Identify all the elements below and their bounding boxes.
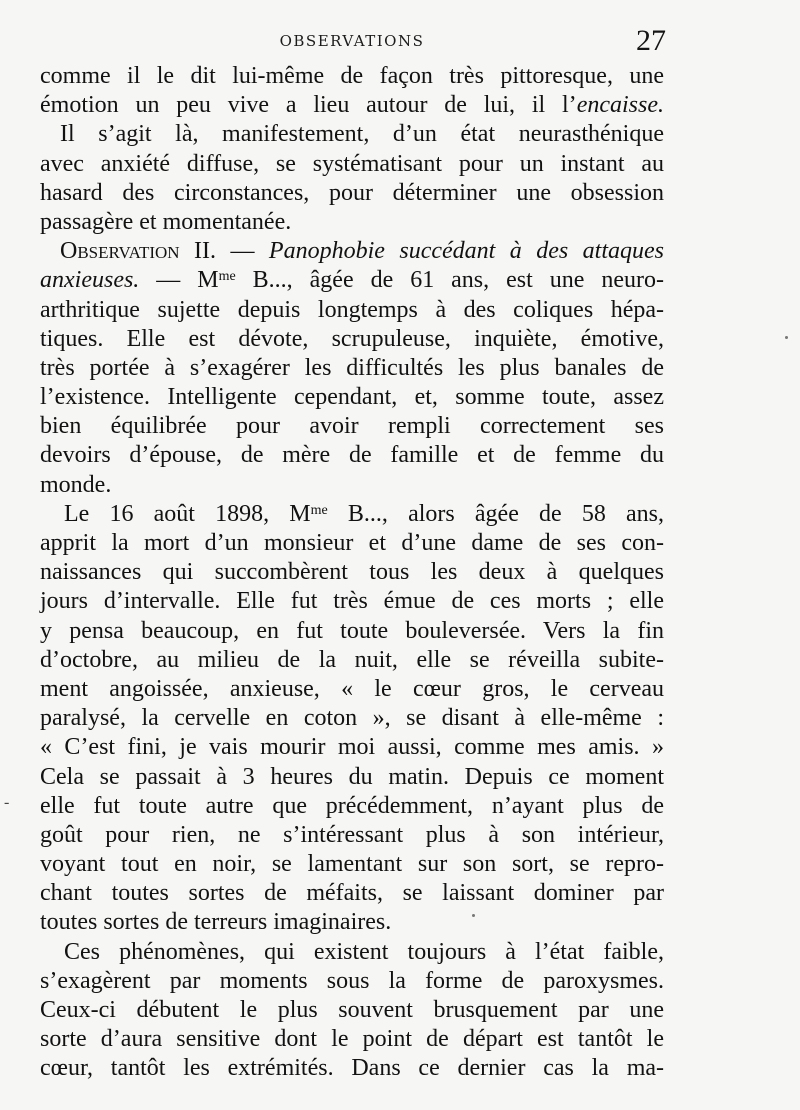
text-line: goût pour rien, ne s’intéressant plus à son intérieur, <box>40 821 664 848</box>
page-number: 27 <box>636 24 666 57</box>
text-line: émotion un peu vive a lieu autour de lui, il l’encaisse. <box>40 92 664 119</box>
page-header <box>40 22 664 58</box>
text-line: d’octobre, au milieu de la nuit, elle se réveilla subite- <box>40 646 664 673</box>
text-line: paralysé, la cervelle en coton », se disant à elle-même : <box>40 705 664 732</box>
text-line: toutes sortes de terreurs imaginaires. <box>40 909 392 936</box>
observation-label: Observation <box>60 238 180 265</box>
text-line: y pensa beaucoup, en fut toute bouleversée. Vers la fin <box>40 617 664 644</box>
body-text <box>40 62 664 1084</box>
text-line: bien équilibrée pour avoir rempli correctement ses <box>40 413 664 440</box>
paragraph-first-line: Il s’agit là, manifestement, d’un état neurasthénique <box>60 121 664 148</box>
text-line: s’exagèrent par moments sous la forme de paroxysmes. <box>40 967 664 994</box>
text-line: voyant tout en noir, se lamentant sur son sort, se repro- <box>40 851 664 878</box>
paper-speck <box>785 336 788 339</box>
text-line: avec anxiété diffuse, se systématisant pour un instant au <box>40 150 664 177</box>
text-line: devoirs d’épouse, de mère de famille et de femme du <box>40 442 664 469</box>
text-line: passagère et momentanée. <box>40 208 292 235</box>
paragraph-first-line: Ces phénomènes, qui existent toujours à l’état faible, <box>64 938 664 965</box>
text-line: hasard des circonstances, pour déterminer une obsession <box>40 179 664 206</box>
text-line: « C’est fini, je vais mourir moi aussi, comme mes amis. » <box>40 734 664 761</box>
text-line: apprit la mort d’un monsieur et d’une dame de ses con- <box>40 530 664 556</box>
observation-title-cont: anxieuses. <box>40 267 140 294</box>
text-line: très portée à s’exagérer les difficultés les plus banales de <box>40 354 664 381</box>
emphasis: encaisse. <box>576 92 664 119</box>
observation-heading-line: Observation II. — Panophobie succédant à des attaques <box>60 238 664 265</box>
text-line: jours d’intervalle. Elle fut très émue de ces morts ; elle <box>40 588 664 615</box>
text-line: chant toutes sortes de méfaits, se laissant dominer par <box>40 880 664 907</box>
text-line: sorte d’aura sensitive dont le point de départ est tantôt le <box>40 1026 664 1053</box>
text-line: elle fut toute autre que précédemment, n’ayant plus de <box>40 792 664 819</box>
text-line: anxieuses. — $M^{me}$ B..., âgée de 61 ans, est une neuro- <box>40 267 664 294</box>
text-line: arthritique sujette depuis longtemps à des coliques hépa- <box>40 296 664 323</box>
text-line: cœur, tantôt les extrémités. Dans ce dernier cas la ma- <box>40 1055 664 1082</box>
margin-mark: - <box>4 794 10 811</box>
observation-title: Panophobie succédant à des attaques <box>268 238 664 265</box>
paragraph-first-line: Le 16 août 1898, $M^{me}$ B..., alors âgée de 58 ans, <box>64 500 664 527</box>
text-line: l’existence. Intelligente cependant, et, somme toute, assez <box>40 384 664 411</box>
running-head: OBSERVATIONS <box>279 32 425 50</box>
text-line: comme il le dit lui-même de façon très pittoresque, une <box>40 63 664 89</box>
paper-speck <box>472 914 475 917</box>
text-line: Ceux-ci débutent le plus souvent brusquement par une <box>40 997 664 1023</box>
text-line: tiques. Elle est dévote, scrupuleuse, inquiète, émotive, <box>40 325 664 352</box>
text-line: ment angoissée, anxieuse, « le cœur gros, le cerveau <box>40 675 664 702</box>
text-line: Cela se passait à 3 heures du matin. Depuis ce moment <box>40 763 664 790</box>
text-line: naissances qui succombèrent tous les deux à quelques <box>40 559 664 586</box>
text-line: monde. <box>40 471 112 498</box>
